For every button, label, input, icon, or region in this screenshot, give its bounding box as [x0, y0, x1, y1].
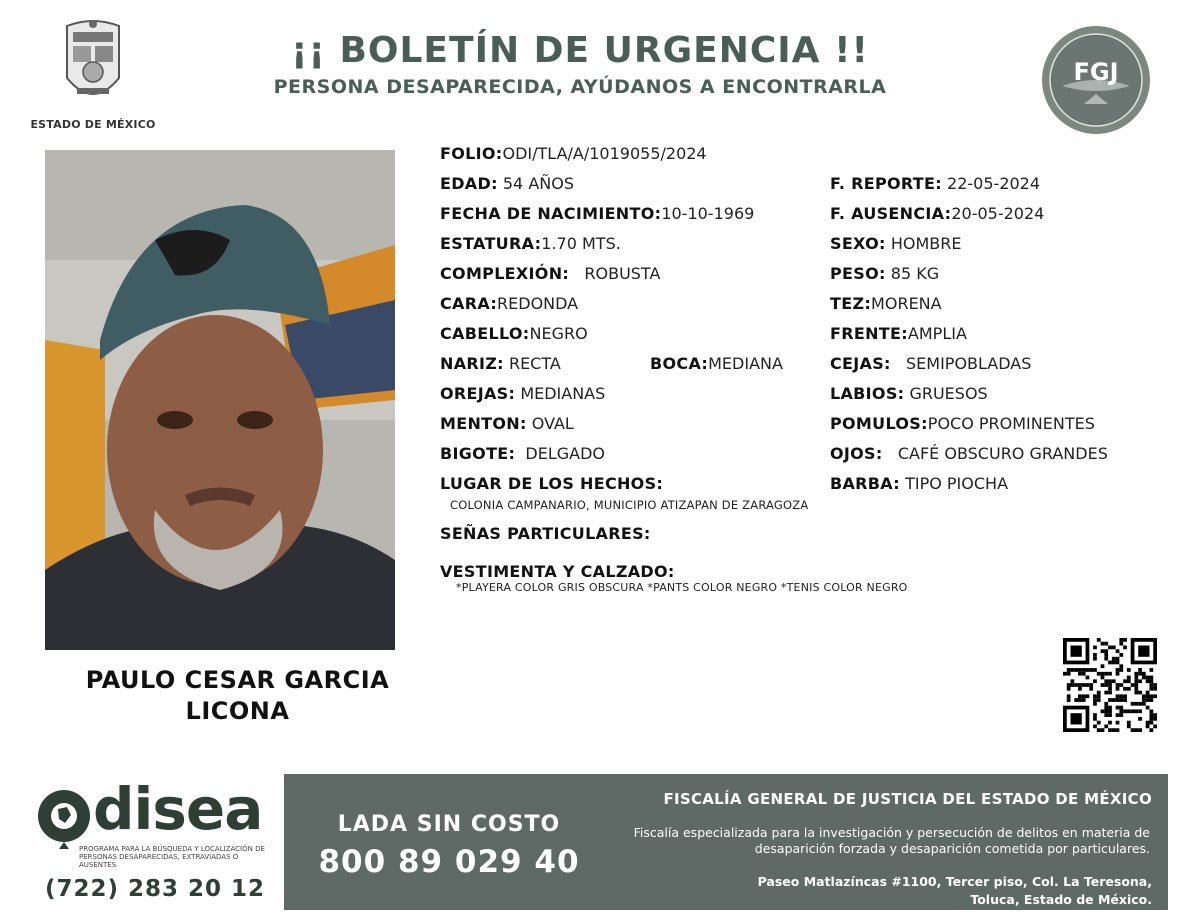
person-photo-illustration	[45, 150, 395, 650]
field-edad-label: EDAD:	[440, 174, 498, 193]
field-labios	[830, 384, 988, 404]
field-vestimenta-label: VESTIMENTA Y CALZADO:	[440, 562, 675, 581]
field-bigote-label: BIGOTE:	[440, 444, 516, 463]
lada-number: 800 89 029 40	[318, 844, 580, 880]
person-photo	[45, 150, 395, 650]
field-bigote-value: DELGADO	[525, 444, 606, 463]
field-nariz	[440, 354, 561, 374]
field-folio	[440, 144, 707, 164]
field-barba-value: TIPO PIOCHA	[905, 474, 1009, 493]
field-boca-label: BOCA:	[650, 354, 709, 373]
field-f-reporte	[830, 174, 1040, 194]
field-orejas-value: MEDIANAS	[520, 384, 606, 403]
person-name	[45, 665, 430, 727]
fiscalia-address	[592, 873, 1152, 909]
field-f-reporte-label: F. REPORTE:	[830, 174, 942, 193]
qr-code-icon[interactable]	[1063, 638, 1157, 732]
odisea-wordmark: disea	[93, 775, 263, 843]
field-complexion	[440, 264, 660, 284]
field-orejas-label: OREJAS:	[440, 384, 516, 403]
address-line1: Paseo Matlazíncas #1100, Tercer piso, Col. La Teresona,	[757, 874, 1152, 889]
field-cara-value: REDONDA	[497, 294, 579, 313]
odisea-logo	[35, 775, 275, 875]
field-menton	[440, 414, 574, 434]
field-lugar-hechos-value: COLONIA CAMPANARIO, MUNICIPIO ATIZAPAN DE ZARAGOZA	[450, 498, 809, 512]
field-folio-label: FOLIO:	[440, 144, 503, 163]
field-frente-value: AMPLIA	[907, 324, 967, 343]
field-lugar-hechos	[440, 474, 663, 494]
field-f-reporte-value: 22-05-2024	[947, 174, 1041, 193]
field-pomulos	[830, 414, 1095, 434]
field-f-ausencia	[830, 204, 1044, 224]
field-fecha-nacimiento-value: 10-10-1969	[661, 204, 755, 223]
field-fecha-nacimiento-label: FECHA DE NACIMIENTO:	[440, 204, 662, 223]
field-folio-value: ODI/TLA/A/1019055/2024	[502, 144, 707, 163]
field-boca	[650, 354, 783, 374]
state-label: ESTADO DE MÉXICO	[30, 118, 156, 131]
page-subtitle: PERSONA DESAPARECIDA, AYÚDANOS A ENCONTRARLA	[273, 76, 887, 98]
field-sexo	[830, 234, 961, 254]
edomex-crest-icon	[57, 18, 129, 108]
field-nariz-value: RECTA	[508, 354, 561, 373]
address-line2: Toluca, Estado de México.	[970, 892, 1152, 907]
field-labios-label: LABIOS:	[830, 384, 905, 403]
field-frente-label: FRENTE:	[830, 324, 908, 343]
field-estatura-value: 1.70 MTS.	[541, 234, 621, 253]
fgj-seal-icon	[1040, 24, 1152, 136]
field-peso-value: 85 KG	[890, 264, 940, 283]
lada-label: LADA SIN COSTO	[337, 812, 561, 837]
field-estatura	[440, 234, 621, 254]
field-cabello	[440, 324, 588, 344]
field-lugar-hechos-label: LUGAR DE LOS HECHOS:	[440, 474, 664, 493]
field-estatura-label: ESTATURA:	[440, 234, 542, 253]
field-orejas	[440, 384, 605, 404]
field-cara-label: CARA:	[440, 294, 498, 313]
field-cara	[440, 294, 578, 314]
field-pomulos-value: POCO PROMINENTES	[927, 414, 1095, 433]
field-bigote	[440, 444, 605, 464]
estado-mexico-logo	[28, 18, 158, 131]
field-nariz-label: NARIZ:	[440, 354, 504, 373]
field-pomulos-label: POMULOS:	[830, 414, 928, 433]
contact-band	[284, 774, 1168, 910]
field-f-ausencia-value: 20-05-2024	[951, 204, 1045, 223]
fgj-abbr: FGJ	[1073, 58, 1119, 86]
field-senas-label: SEÑAS PARTICULARES:	[440, 524, 651, 543]
field-sexo-value: HOMBRE	[890, 234, 962, 253]
field-cejas-value: SEMIPOBLADAS	[906, 354, 1032, 373]
field-cabello-label: CABELLO:	[440, 324, 530, 343]
field-cejas	[830, 354, 1031, 374]
fiscalia-name: FISCALÍA GENERAL DE JUSTICIA DEL ESTADO DE MÉXICO	[663, 790, 1152, 808]
field-barba	[830, 474, 1008, 494]
field-peso	[830, 264, 939, 284]
field-vestimenta-value: *PLAYERA COLOR GRIS OBSCURA *PANTS COLOR NEGRO *TENIS COLOR NEGRO	[456, 581, 908, 594]
field-f-ausencia-label: F. AUSENCIA:	[830, 204, 952, 223]
field-complexion-value: ROBUSTA	[584, 264, 661, 283]
field-fecha-nacimiento	[440, 204, 754, 224]
field-labios-value: GRUESOS	[909, 384, 988, 403]
field-ojos	[830, 444, 1108, 464]
field-barba-label: BARBA:	[830, 474, 900, 493]
field-complexion-label: COMPLEXIÓN:	[440, 264, 570, 283]
odisea-phone: (722) 283 20 12	[44, 876, 266, 902]
field-cejas-label: CEJAS:	[830, 354, 891, 373]
field-tez-label: TEZ:	[830, 294, 872, 313]
field-edad	[440, 174, 574, 194]
field-sexo-label: SEXO:	[830, 234, 886, 253]
field-cabello-value: NEGRO	[529, 324, 588, 343]
field-tez	[830, 294, 942, 314]
person-name-line1: PAULO CESAR GARCIA	[85, 666, 390, 694]
field-senas	[440, 524, 651, 544]
person-name-line2: LICONA	[185, 697, 290, 725]
field-tez-value: MORENA	[871, 294, 942, 313]
field-ojos-value: CAFÉ OBSCURO GRANDES	[897, 444, 1108, 463]
field-ojos-label: OJOS:	[830, 444, 883, 463]
field-menton-value: OVAL	[531, 414, 574, 433]
odisea-program-text: PROGRAMA PARA LA BÚSQUEDA Y LOCALIZACIÓN DE PERSONAS DESAPARECIDAS, EXTRAVIADAS O AUSENTES	[79, 845, 265, 869]
field-peso-label: PESO:	[830, 264, 886, 283]
field-menton-label: MENTON:	[440, 414, 527, 433]
odisea-pin-icon	[35, 787, 93, 849]
field-boca-value: MEDIANA	[708, 354, 783, 373]
field-vestimenta	[440, 562, 675, 582]
fiscalia-description: Fiscalía especializada para la investigación y persecución de delitos en materia de desaparición forzada y desaparición cometida por particulares.	[633, 825, 1150, 856]
field-edad-value: 54 AÑOS	[502, 174, 574, 193]
field-frente	[830, 324, 967, 344]
page-title: ¡¡ BOLETÍN DE URGENCIA !!	[291, 30, 869, 71]
